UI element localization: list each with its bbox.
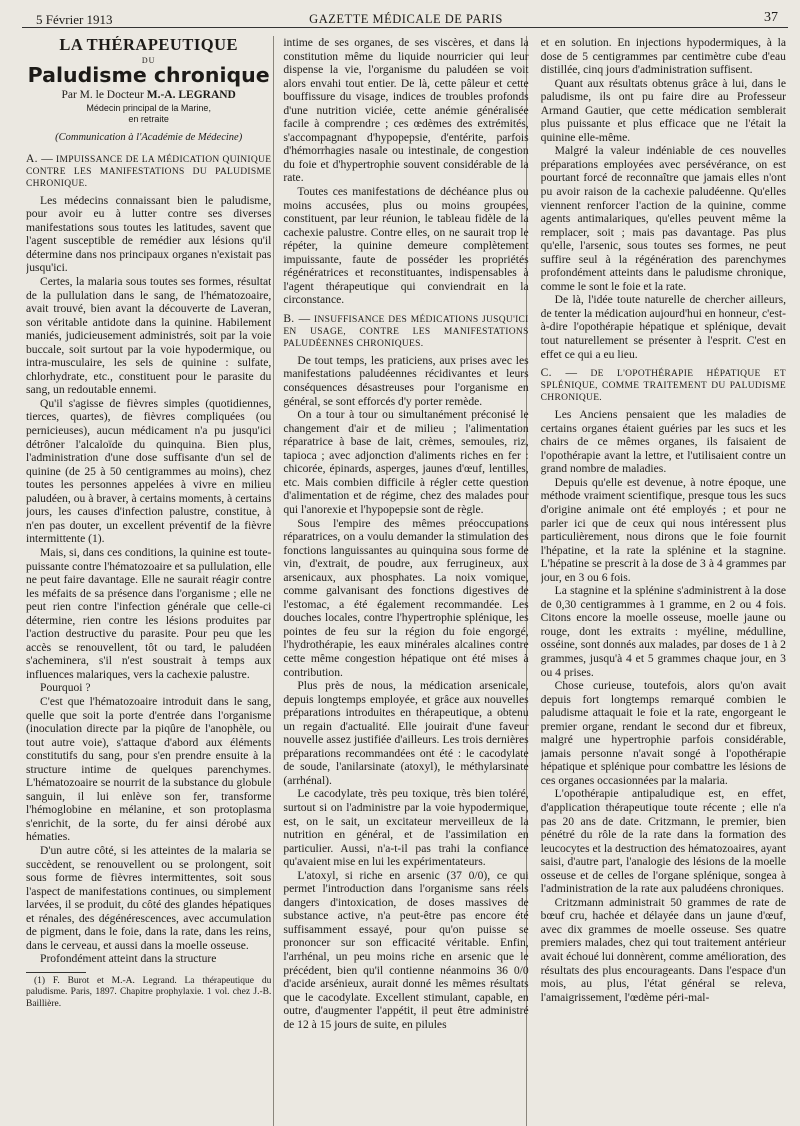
paragraph: Quant aux résultats obtenus grâce à lui, dans le paludisme, ils ont pu faire dire au Professeur Armand Gautier, que cette médication semblerait plus puissante et plus efficace que ne l'était la quinine elle-même. xyxy=(540,76,786,144)
section-a-heading xyxy=(26,153,271,190)
header-rule xyxy=(22,27,788,28)
page-number: 37 xyxy=(764,10,778,25)
footnote-rule xyxy=(26,972,86,973)
article-title: Paludisme chronique xyxy=(27,63,270,88)
section-c-heading xyxy=(541,367,786,404)
column-1-text xyxy=(26,194,271,966)
column-2-text-a xyxy=(283,36,528,307)
paragraph: L'atoxyl, si riche en arsenic (37 0/0), ce qui permet l'introduction dans l'organisme sans réels dangers d'intoxication, de doses massives de substance active, n'a peut-être pas encore été suffisamment essayé, pour qu'on puisse se prononcer sur son efficacité véritable. Enfin, l'arrhénal, un peu moins riche en arsenic que le précédent, bien qu'il contienne néanmoins 36 0/0 d'acide arsénieux, aurait donné les mêmes résultats que le cacodylate. Excellent stimulant, capable, en outre, d'augmenter l'appétit, il peut être administré de 12 à 15 jours de suite, en pilules xyxy=(283,868,529,1031)
footnote: (1) F. Burot et M.-A. Legrand. La thérapeutique du paludisme. Paris, 1897. Chapitre prophylaxie. 1 vol. chez J.-B. Baillière. xyxy=(26,975,272,1009)
article-title-block xyxy=(26,38,271,145)
paragraph: Toutes ces manifestations de déchéance plus ou moins accusées, plus ou moins groupées, constituent, par leur réunion, le tableau fidèle de la cachexie palustre. Contre elles, on ne saurait trop le répéter, la quinine demeure complètement impuissante, faute de posséder les propriétés régénératrices et reconstituantes, indispensables à l'agent thérapeutique qui conviendrait en la circonstance. xyxy=(283,185,529,307)
article-columns xyxy=(26,36,786,1126)
paragraph: et en solution. En injections hypodermiques, à la dose de 5 centigrammes par centimètre cube d'eau distillée, cinq jours d'administration suffisent. xyxy=(540,36,786,77)
communication-note: (Communication à l'Académie de Médecine) xyxy=(55,132,243,144)
author-role-1: Médecin principal de la Marine, xyxy=(86,103,211,114)
paragraph: C'est que l'hématozoaire introduit dans le sang, quelle que soit la porte d'entrée dans l'organisme (inoculation directe par la piqûre de l'anophèle, ou tout autre voie), s'attaque d'abord aux éléments constitutifs du sang, pour s'en prendre ensuite à la structure intime de quelques parenchymes. L'hématozoaire se nourrit de la substance du globule sanguin, il lui enlève son fer, transforme l'hémoglobine en mélanine, et son protoplasma s'enrichit, de la sorte, du fer ainsi dérobé aux hématies. xyxy=(26,694,272,844)
page-header xyxy=(26,6,786,28)
column-2-text-b xyxy=(283,354,528,1031)
column-3-text-a xyxy=(541,36,786,361)
issue-date: 5 Février 1913 xyxy=(36,12,113,27)
paragraph: De là, l'idée toute naturelle de chercher ailleurs, de tenter la médication aujourd'hui en honneur, c'est-à-dire l'opothérapie hépatique et splénique, devait tout naturellement se présenter à l'esprit. C'est en effet ce qui a eu lieu. xyxy=(540,293,786,361)
author-role-2: en retraite xyxy=(128,114,169,125)
paragraph: Chose curieuse, toutefois, alors qu'on avait depuis fort longtemps remarqué combien le paludisme attaquait le foie et la rate, engorgeant le premier organe, rendant le second dur et fibreux, malgré une hypertrophie parfois considérable, jamais personne n'avait songé à l'opothérapie hépatique et splénique pour combattre les lésions de ces organes occasionnées par la malaria. xyxy=(540,679,786,787)
section-letter: C. — xyxy=(540,367,578,380)
paragraph: Qu'il s'agisse de fièvres simples (quotidiennes, tierces, quartes), de fièvres compliquées (ou pernicieuses), aucun médicament n'a pu jusqu'ici détrôner l'alcaloïde du quinquina. Bien plus, l'administration d'une dose suffisante d'un sel de quinine (de 25 à 50 centigrammes au moins), chez toutes les personnes appelées à vivre en milieu paludéen, ou à braver, à certains moments, à certains jours, les causes d'infection palustre, constitue, à n'en pas douter, un excellent préventif de la fièvre intermittente (1). xyxy=(26,396,272,546)
section-title: IMPUISSANCE DE LA MÉDICATION QUINIQUE CONTRE LES MANIFESTATIONS DU PALUDISME CHRONIQUE. xyxy=(26,154,272,189)
paragraph: Mais, si, dans ces conditions, la quinine est toute-puissante contre l'hématozoaire et sa pullulation, elle ne peut faire davantage. Elle ne saurait réagir contre les méfaits de sa présence dans l'organisme ; elle ne peut rien contre l'infection générale que celle-ci détermine, rien contre les lésions produites par l'action destructive du parasite. Pour peu que les accès se renouvellent, tôt ou tard, le paludéen s'acheminera, s'il n'est soustrait à temps aux influences malariques, vers la cachexie palustre. xyxy=(26,545,272,681)
author-line xyxy=(26,89,271,103)
section-letter: B. — xyxy=(283,312,311,325)
paragraph: Depuis qu'elle est devenue, à notre époque, une méthode vraiment scientifique, presque tous les sucs d'origine animale ont été employés ; et pour ne parler ici que de ceux qui nous intéressent plus particulièrement, nous dirons que le foie fournit l'hépatine, et la rate la splénine et la stagnine. L'hépatine se prescrit à la dose de 3 à 4 grammes par jour, en 3 ou 6 fois. xyxy=(540,475,786,584)
paragraph: Sous l'empire des mêmes préoccupations réparatrices, on a voulu demander la stimulation des fonctions languissantes au quinquina sous forme de vin, d'extrait, de poudre, aux ferrugineux, aux arsenicaux, aux phosphates. La noix vomique, comme galvanisant des fonctions digestives de l'estomac, a été également recommandée. Les douches locales, contre l'hypertrophie splénique, les pointes de feu sur la région du foie engorgé, l'hydrothérapie, les eaux minérales alcalines contre cette même congestion hépatique ont été mises à contribution. xyxy=(283,516,529,679)
title-du: DU xyxy=(141,55,156,65)
section-title: INSUFFISANCE DES MÉDICATIONS JUSQU'ICI EN USAGE, CONTRE LES MANIFESTATIONS PALUDÉENNES CHRONIQUES. xyxy=(283,314,529,349)
paragraph: intime de ses organes, de ses viscères, et dans la constitution même du liquide nourricier qui leur dispense la vie, l'organisme du paludéen se voit alors envahi tout entier. De là, cette pâleur et cette bouffissure du visage, indices de troubles profonds d'une nutrition viciée, cette anémie généralisée facile à comprendre ; ces œdèmes des extrémités, s'accompagnant d'hypopepsie, d'entérite, parfois d'hémorrhagies nasale ou intestinale, de congestion du foie et d'hypertrophie souvent considérable de la rate. xyxy=(283,36,529,185)
paragraph: Malgré la valeur indéniable de ces nouvelles préparations employées avec persévérance, on est pourtant forcé de reconnaître que jamais elles n'ont pu avoir raison de la cachexie paludéenne. Qu'elles viennent renforcer l'action de la quinine, comme agents antimalariques, qu'elles peuvent même la remplacer, soit ; mais pas davantage. Pas plus qu'elle, l'arsenic, sous toutes ses formes, ne peut suffire seul à la régénération des parenchymes profondément atteints dans le paludisme chronique, comme le sont le foie et la rate. xyxy=(540,144,786,293)
title-top: LA THÉRAPEUTIQUE xyxy=(59,36,239,54)
section-b-heading xyxy=(283,313,528,350)
paragraph: Le cacodylate, très peu toxique, très bien toléré, surtout si on l'administre par la voie hypodermique, est, on le sait, un excitateur merveilleux de la nutrition en général, et de l'assimilation en particulier. Aussi, n'a-t-il pas trahi la confiance qu'avaient mise en lui les expérimentateurs. xyxy=(283,787,529,869)
column-3 xyxy=(541,36,786,1126)
paragraph: De tout temps, les praticiens, aux prises avec les manifestations paludéennes récidivantes et leurs conséquences désastreuses pour l'organisme en général, se sont efforcés d'y porter remède. xyxy=(283,353,529,408)
author-prefix: Par M. le Docteur xyxy=(61,88,144,101)
paragraph: Critzmann administrait 50 grammes de rate de bœuf cru, hachée et délayée dans un jaune d'œuf, avec dix grammes de moelle osseuse. Ses quatre premiers malades, chez qui tout traitement antérieur avait échoué lui donnèrent, comme amélioration, des résultats des plus encourageants. Dans l'espace d'un mois, au plus, l'état général se releva, l'amaigrissement, l'œdème péri-mal- xyxy=(540,895,786,1004)
paragraph: Les Anciens pensaient que les maladies de certains organes étaient guéries par les sucs et les chairs de ce mêmes organes, ils faisaient de l'opothérapie avant la lettre, et l'utilisaient contre un grand nombre de maladies. xyxy=(540,408,786,476)
column-1 xyxy=(26,36,271,1126)
column-3-text-b xyxy=(541,408,786,1004)
section-letter: A. — xyxy=(26,152,54,165)
paragraph: Pourquoi ? xyxy=(40,681,91,695)
author-name: M.-A. LEGRAND xyxy=(146,88,236,101)
paragraph: Plus près de nous, la médication arsenicale, depuis longtemps employée, et grâce aux nouvelles préparations introduites en thérapeutique, a obtenu un regain d'actualité. Elle jouirait d'une faveur nouvelle assez justifiée d'ailleurs. Les trois dernières préparations recommandées ont été : le cacodylate de soude, l'anilarsinate (atoxyl), le méthylarsinate (arrhénal). xyxy=(283,679,529,787)
journal-title: GAZETTE MÉDICALE DE PARIS xyxy=(309,12,503,26)
paragraph: Certes, la malaria sous toutes ses formes, résultat de la pullulation dans le sang, de l'hématozoaire, avait trouvé, bien avant la découverte de Laveran, son véritable antidote dans la quinine. Habilement maniés, judicieusement administrés, soit par la voie buccale, soit surtout par la voie hypodermique, ou intra-musculaire, les sels de quinine : sulfate, chlorhydrate, etc., constituent pour le parasite du sang, un redoutable ennemi. xyxy=(26,275,272,397)
column-2 xyxy=(283,36,528,1126)
paragraph: Profondément atteint dans la structure xyxy=(40,952,217,966)
paragraph: La stagnine et la splénine s'administrent à la dose de 0,30 centigrammes à 1 gramme, en 2 ou 4 fois. Citons encore la moelle osseuse, moelle jaune ou rouge, dont les extraits : myéline, médulline, osséine, sont donnés aux malades, par doses de 1 à 2 grammes, jusqu'à 4 et 5 grammes chaque jour, en 3 ou 4 prises. xyxy=(540,584,786,679)
paragraph: D'un autre côté, si les atteintes de la malaria se succèdent, se renouvellent ou se prolongent, soit sous forme de fièvres intermittentes, soit sous l'aspect de manifestations continues, ou simplement larvées, il se produit, du côté des glandes hépatiques et rénales, des dégénérescences, avec accumulation de pigment, dans le foie, dans la rate, dans les reins, dans le cerveau, et aussi dans la moelle osseuse. xyxy=(26,843,272,952)
paragraph: On a tour à tour ou simultanément préconisé le changement d'air et de milieu ; l'alimentation réparatrice à base de lait, crèmes, semoules, riz, tapioca ; avec adjonction d'aliments riches en fer : chicorée, épinards, asperges, jaunes d'œuf, lentilles, etc. Mais combien difficile à régler cette question d'alimentation et de régime, chez des malades pour qui l'anorexie et l'hypopepsie sont de règle. xyxy=(283,408,529,516)
section-title: DE L'OPOTHÉRAPIE HÉPATIQUE ET SPLÉNIQUE, COMME TRAITEMENT DU PALUDISME CHRONIQUE. xyxy=(540,369,786,404)
paragraph: L'opothérapie antipaludique est, en effet, d'application thérapeutique toute récente ; elle n'a pas 20 ans de date. Critzmann, le premier, bien pénétré du rôle de la rate dans la formation des leucocytes et la destruction des hématozoaires, ayant saisi, d'autre part, l'analogie des lésions de la moelle osseuse et de celles de l'organe splénique, songea à l'administration de la rate aux paludéens chroniques. xyxy=(540,787,786,896)
paragraph: Les médecins connaissant bien le paludisme, pour avoir eu à lutter contre ses diverses manifestations sous toutes les latitudes, savent que l'agent susceptible de remédier aux lésions qu'il détermine dans nos principaux organes n'existait pas jusqu'ici. xyxy=(26,193,272,275)
